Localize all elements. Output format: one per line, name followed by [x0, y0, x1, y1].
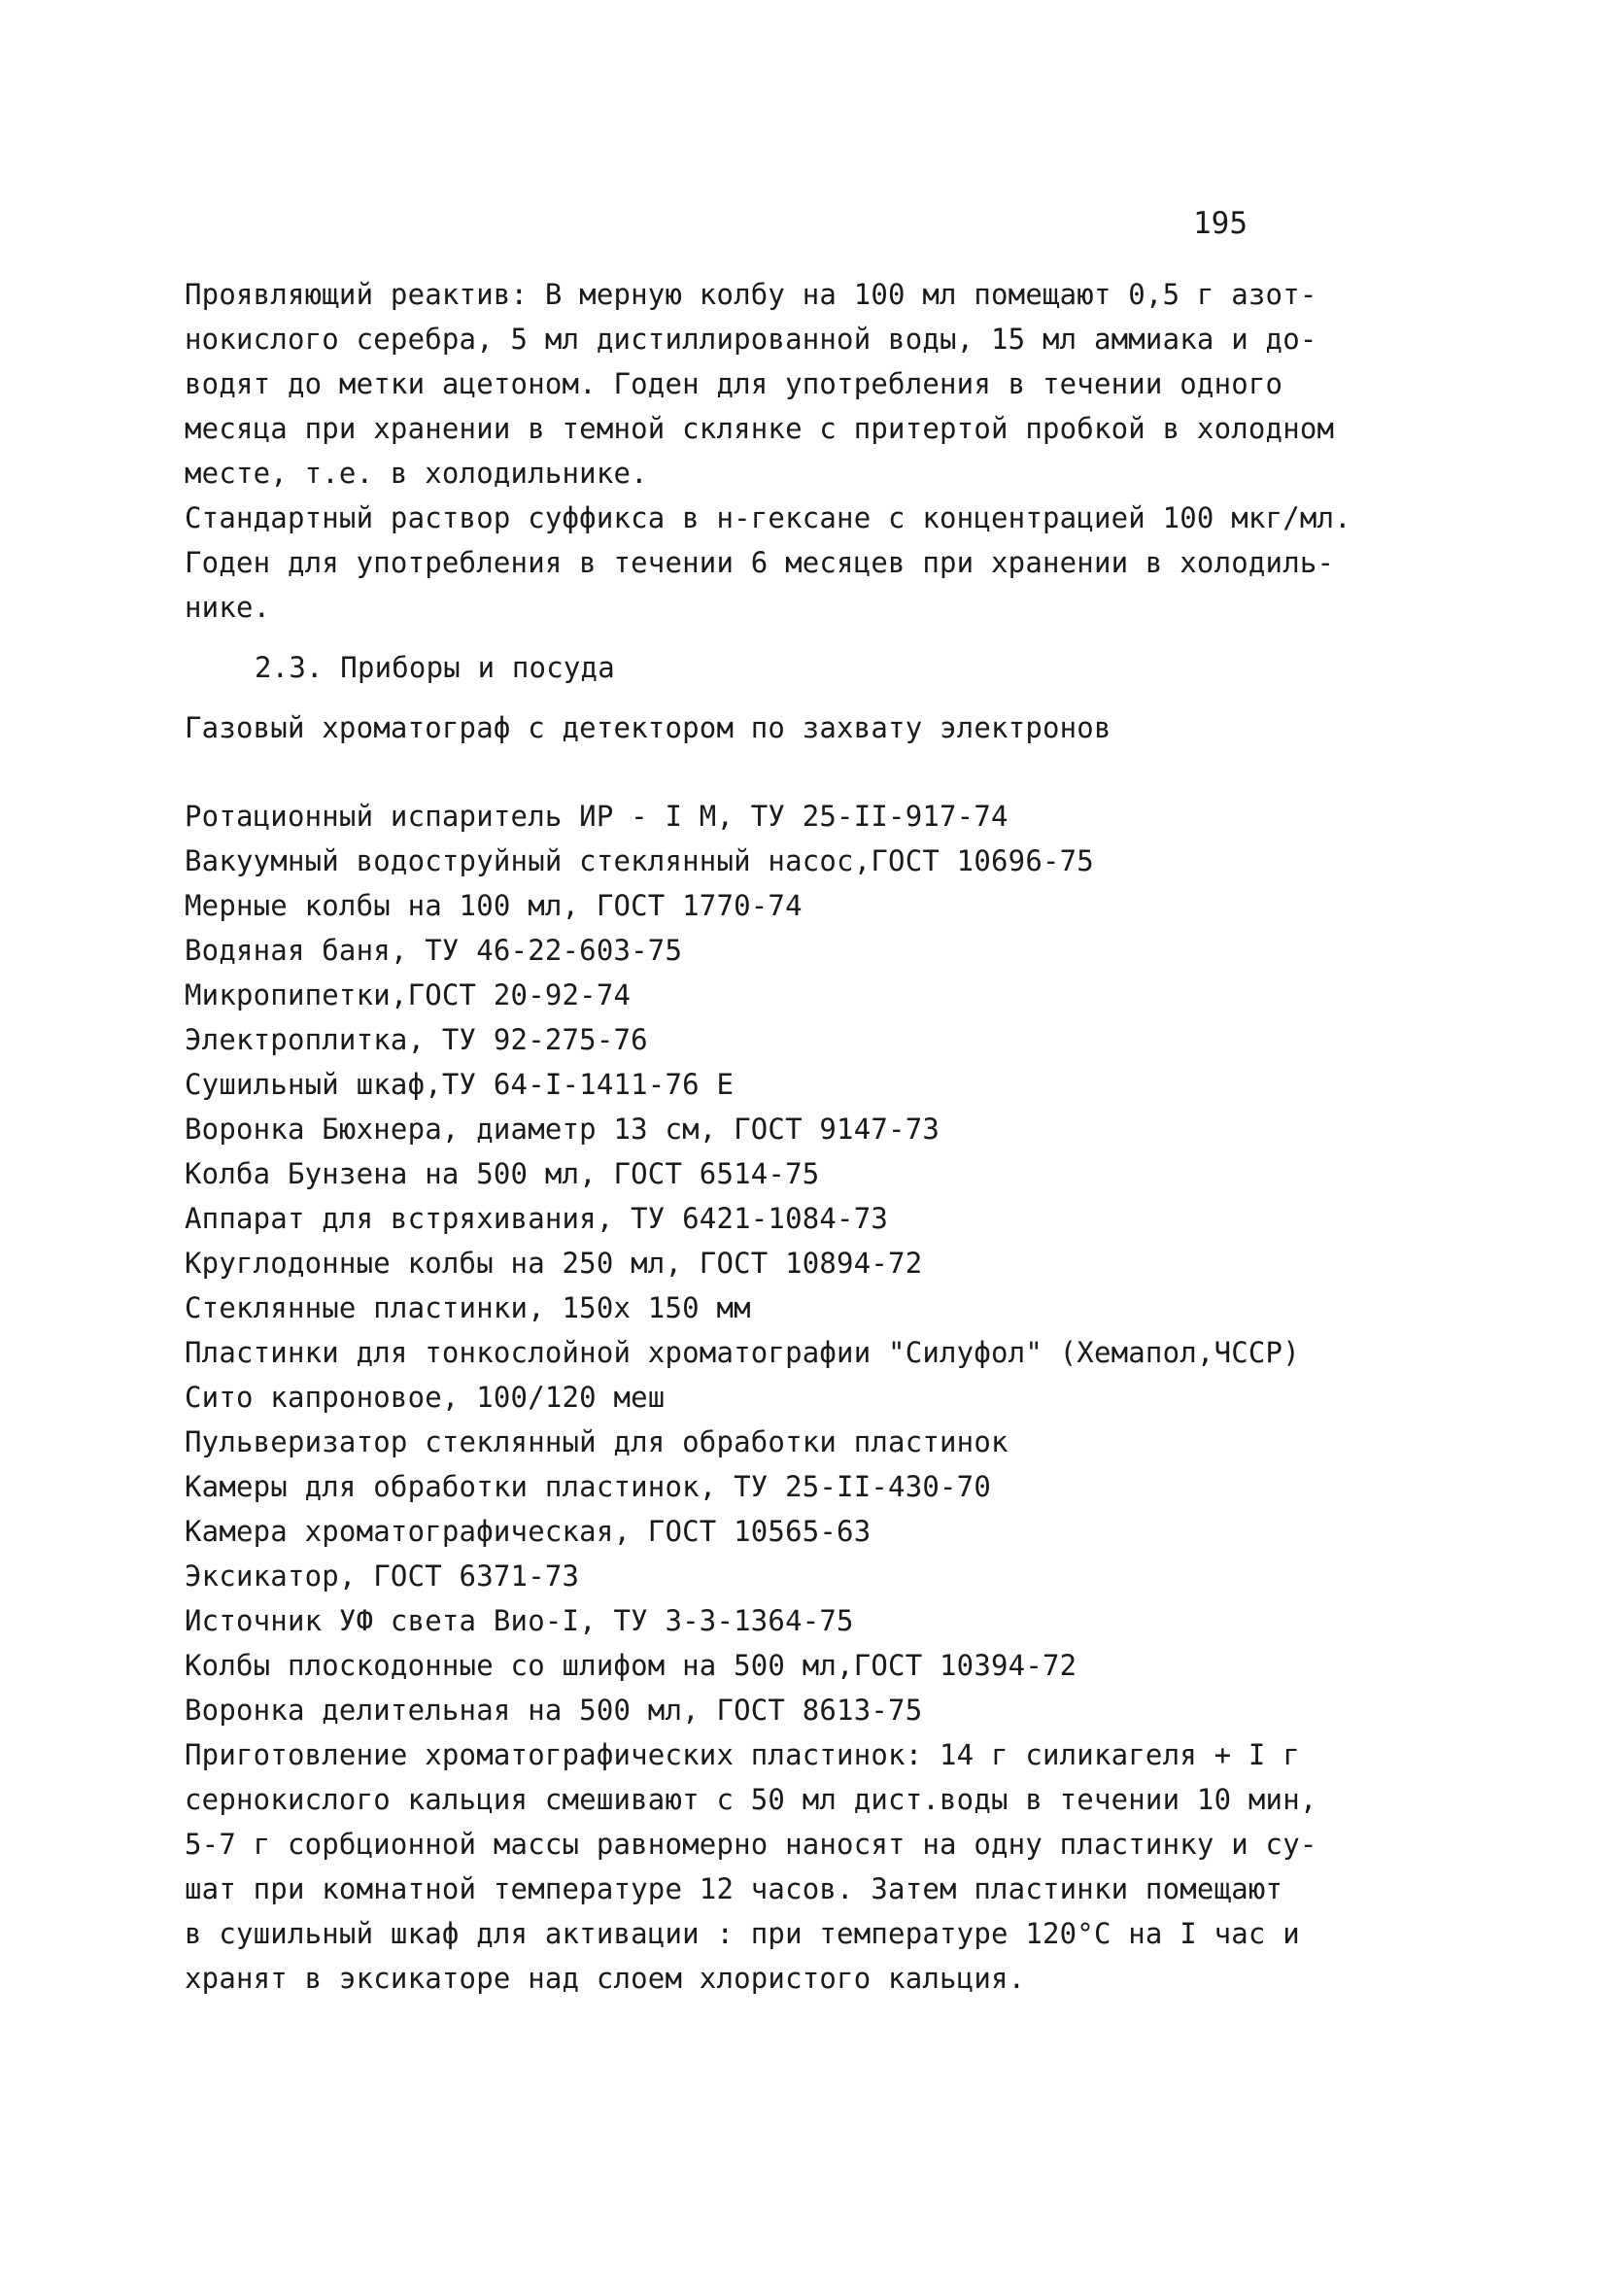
list-item: Колба Бунзена на 500 мл, ГОСТ 6514-75	[185, 1157, 820, 1190]
list-item: Воронка делительная на 500 мл, ГОСТ 8613-75	[185, 1694, 923, 1727]
text-line: Приготовление хроматографических пластинок: 14 г силикагеля + I г	[185, 1738, 1300, 1771]
page-number: 195	[1193, 206, 1248, 241]
list-item: Вакуумный водоструйный стеклянный насос,ГОСТ 10696-75	[185, 844, 1094, 877]
list-item: Пульверизатор стеклянный для обработки пластинок	[185, 1425, 1009, 1458]
text-line: Годен для употребления в течении 6 месяцев при хранении в холодиль-	[185, 546, 1335, 579]
list-item: Электроплитка, ТУ 92-275-76	[185, 1023, 648, 1056]
text-line: нике.	[185, 591, 271, 624]
text-line: хранят в эксикаторе над слоем хлористого кальция.	[185, 1962, 1026, 1995]
list-item: Эксикатор, ГОСТ 6371-73	[185, 1559, 580, 1593]
list-item: Водяная баня, ТУ 46-22-603-75	[185, 934, 683, 967]
list-item: Сушильный шкаф,ТУ 64-I-1411-76 Е	[185, 1068, 735, 1101]
text-line: Стандартный раствор суффикса в н-гексане с концентрацией 100 мкг/мл.	[185, 501, 1351, 534]
section-heading: 2.3. Приборы и посуда	[255, 651, 615, 684]
list-item: Камеры для обработки пластинок, ТУ 25-II-430-70	[185, 1470, 991, 1503]
list-item: Пластинки для тонкослойной хроматографии "Силуфол" (Хемапол,ЧССР)	[185, 1336, 1300, 1369]
text-line: сернокислого кальция смешивают с 50 мл дист.воды в течении 10 мин,	[185, 1783, 1317, 1816]
list-item: Колбы плоскодонные со шлифом на 500 мл,ГОСТ 10394-72	[185, 1649, 1077, 1682]
list-item: Стеклянные пластинки, 150х 150 мм	[185, 1291, 751, 1324]
text-line: месте, т.е. в холодильнике.	[185, 457, 648, 490]
list-item: Микропипетки,ГОСТ 20-92-74	[185, 978, 632, 1011]
list-item: Мерные колбы на 100 мл, ГОСТ 1770-74	[185, 889, 803, 922]
list-item: Аппарат для встряхивания, ТУ 6421-1084-73	[185, 1202, 889, 1235]
chromatograph-line: Газовый хроматограф с детектором по захвату электронов	[185, 711, 1111, 744]
list-item: Источник УФ света Вио-I, ТУ 3-3-1364-75	[185, 1604, 854, 1637]
list-item: Круглодонные колбы на 250 мл, ГОСТ 10894-72	[185, 1247, 923, 1280]
list-item: Сито капроновое, 100/120 меш	[185, 1381, 666, 1414]
list-item: Ротационный испаритель ИР - I М, ТУ 25-II-917-74	[185, 800, 1009, 833]
text-line: нокислого серебра, 5 мл дистиллированной воды, 15 мл аммиака и до-	[185, 323, 1317, 356]
text-line: 5-7 г сорбционной массы равномерно наносят на одну пластинку и су-	[185, 1828, 1317, 1861]
text-line: Проявляющий реактив: В мерную колбу на 100 мл помещают 0,5 г азот-	[185, 278, 1317, 311]
text-line: водят до метки ацетоном. Годен для употребления в течении одного	[185, 367, 1283, 400]
list-item: Воронка Бюхнера, диаметр 13 см, ГОСТ 9147-73	[185, 1113, 940, 1146]
text-line: месяца при хранении в темной склянке с притертой пробкой в холодном	[185, 412, 1335, 445]
text-line: в сушильный шкаф для активации : при температуре 120°С на I час и	[185, 1917, 1300, 1950]
list-item: Камера хроматографическая, ГОСТ 10565-63	[185, 1515, 872, 1548]
text-line: шат при комнатной температуре 12 часов. Затем пластинки помещают	[185, 1872, 1283, 1905]
